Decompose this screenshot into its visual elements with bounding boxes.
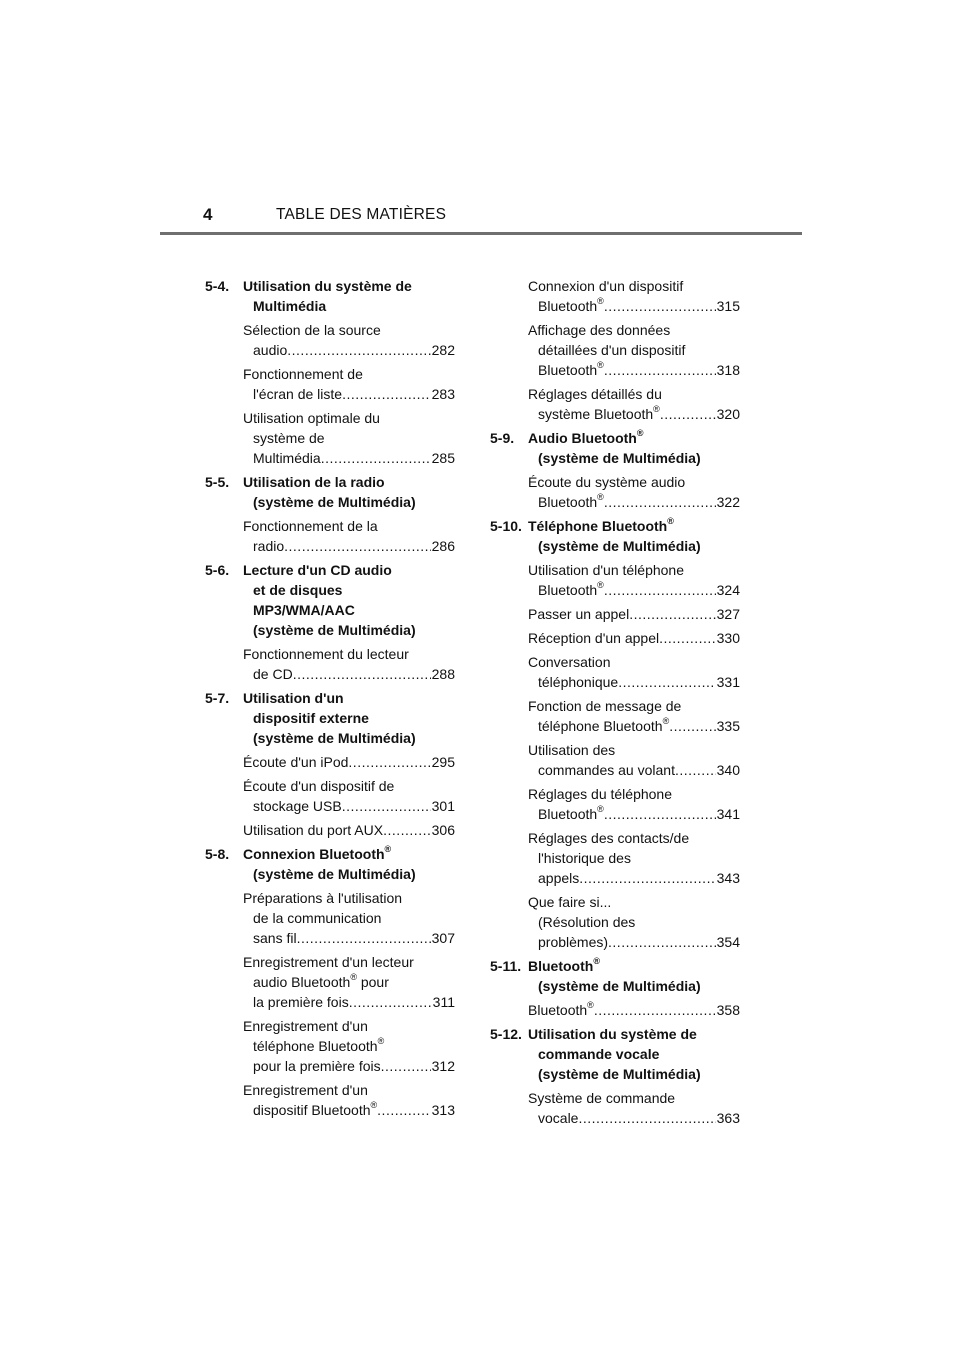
section-title [528, 428, 740, 468]
toc-entry[interactable] [528, 828, 740, 888]
dot-leader [321, 448, 431, 468]
toc-entry[interactable] [528, 740, 740, 780]
page-reference: 320 [716, 406, 740, 422]
toc-section [205, 688, 455, 840]
entry-text-line: de la communication [253, 910, 382, 926]
page-reference: 327 [716, 606, 740, 622]
dot-leader [578, 1108, 715, 1128]
toc-entry[interactable] [528, 604, 740, 624]
entry-text-line: l'historique des [538, 850, 631, 866]
entry-text-line: dispositif Bluetooth® [253, 1100, 378, 1118]
entry-text-line: Utilisation d'un téléphone [528, 562, 685, 578]
page-reference: 306 [431, 822, 455, 838]
entry-text-line: problèmes) [538, 934, 609, 950]
section-heading [205, 688, 455, 748]
page-reference: 295 [431, 754, 455, 770]
entry-text-line: Écoute d'un iPod [243, 754, 349, 770]
toc-entry[interactable] [528, 628, 740, 648]
entry-text-line: téléphone Bluetooth® [538, 716, 670, 734]
section-title [528, 956, 740, 996]
toc-section [205, 560, 455, 684]
entry-leader-line [528, 492, 740, 512]
toc-entry[interactable] [243, 320, 455, 360]
entry-leader-line [243, 928, 455, 948]
section-title-line: Utilisation du système de [243, 278, 412, 294]
header-rule [160, 232, 802, 235]
entry-text-line: Bluetooth® [538, 492, 604, 510]
registered-mark: ® [597, 492, 604, 502]
section-title-line: (système de Multimédia) [538, 538, 701, 554]
toc-entry[interactable] [243, 776, 455, 816]
toc-section [490, 1024, 740, 1128]
page-reference: 322 [716, 494, 740, 510]
section-title [243, 844, 455, 884]
entry-text-line: audio [253, 342, 288, 358]
entry-text-line: Bluetooth® [538, 360, 604, 378]
entry-leader-line [528, 628, 740, 648]
entry-leader-line [528, 296, 740, 316]
registered-mark: ® [653, 404, 660, 414]
entry-leader-line [528, 716, 740, 736]
entry-text-line: pour la première fois [253, 1058, 381, 1074]
page-header [0, 0, 960, 240]
section-heading [205, 472, 455, 512]
section-title-line: (système de Multimédia) [253, 866, 416, 882]
section-heading [205, 844, 455, 884]
entry-leader-line [528, 672, 740, 692]
registered-mark: ® [667, 516, 674, 526]
page-reference: 311 [432, 994, 455, 1010]
toc-entry[interactable] [528, 784, 740, 824]
section-heading [490, 516, 740, 556]
entry-leader-line [528, 760, 740, 780]
toc-entry[interactable] [528, 276, 740, 316]
section-title-line: Bluetooth® [528, 956, 600, 974]
toc-entry[interactable] [243, 1080, 455, 1120]
toc-section [490, 956, 740, 1020]
entry-text-line: Affichage des données [528, 322, 671, 338]
section-title [528, 516, 740, 556]
entry-leader-line [528, 604, 740, 624]
entry-text-line: Connexion d'un dispositif [528, 278, 684, 294]
registered-mark: ® [384, 844, 392, 854]
dot-leader [594, 1000, 716, 1020]
section-title-line: Connexion Bluetooth® [243, 844, 392, 862]
entry-text-line: Conversation [528, 654, 611, 670]
entry-text-line: audio Bluetooth® pour [253, 972, 389, 990]
entry-text-line: radio [253, 538, 285, 554]
page-reference: 301 [431, 798, 455, 814]
toc-entry[interactable] [528, 560, 740, 600]
toc-entry[interactable] [528, 652, 740, 692]
dot-leader [604, 360, 716, 380]
entry-leader-line [243, 384, 455, 404]
entry-text-line: Enregistrement d'un lecteur [243, 954, 414, 970]
registered-mark: ® [587, 1000, 594, 1010]
page-reference: 318 [716, 362, 740, 378]
toc-section [490, 428, 740, 512]
page-reference: 312 [431, 1058, 455, 1074]
entry-text-line: l'écran de liste [253, 386, 343, 402]
toc-section [205, 276, 455, 468]
entry-leader-line [243, 340, 455, 360]
registered-mark: ® [593, 956, 600, 966]
page-reference: 335 [716, 718, 740, 734]
section-title [243, 276, 455, 316]
entry-text-line: la première fois [253, 994, 349, 1010]
section-title-line: (système de Multimédia) [253, 730, 416, 746]
toc-entry[interactable] [528, 892, 740, 952]
entry-text-line: appels [538, 870, 580, 886]
header-title: TABLE DES MATIÈRES [276, 206, 447, 223]
entry-text-line: Réception d'un appel [528, 630, 660, 646]
dot-leader [675, 760, 716, 780]
entry-text-line: commandes au volant [538, 762, 675, 778]
entry-leader-line [243, 536, 455, 556]
page-reference: 315 [716, 298, 740, 314]
entry-leader-line [528, 1108, 740, 1128]
section-heading [490, 428, 740, 468]
toc-entry[interactable] [243, 888, 455, 948]
entry-text-line: Utilisation des [528, 742, 616, 758]
section-number: 5-7. [205, 690, 230, 706]
entry-text-line: stockage USB [253, 798, 342, 814]
section-title-line: (système de Multimédia) [538, 450, 701, 466]
entry-text-line: Fonction de message de [528, 698, 682, 714]
entry-text-line: Préparations à l'utilisation [243, 890, 403, 906]
section-number: 5-4. [205, 278, 230, 294]
section-heading [205, 560, 455, 640]
toc-section [205, 844, 455, 1120]
entry-leader-line [528, 580, 740, 600]
page-reference: 307 [431, 930, 455, 946]
section-title [243, 472, 455, 512]
section-title [528, 1024, 740, 1084]
page-reference: 341 [716, 806, 740, 822]
section-title-line: (système de Multimédia) [538, 978, 701, 994]
dot-leader [284, 536, 431, 556]
entry-leader-line [243, 1100, 455, 1120]
section-title-line: Utilisation de la radio [243, 474, 385, 490]
entry-text-line: Réglages des contacts/de [528, 830, 690, 846]
entry-leader-line [528, 1000, 740, 1020]
section-title-line: MP3/WMA/AAC [253, 602, 355, 618]
entry-text-line: Écoute d'un dispositif de [243, 778, 395, 794]
toc-entry[interactable] [243, 364, 455, 404]
toc-entry[interactable] [528, 472, 740, 512]
toc-entry[interactable] [243, 752, 455, 772]
page-reference: 358 [716, 1002, 740, 1018]
section-number: 5-12. [490, 1026, 522, 1042]
entry-text-line: Utilisation optimale du [243, 410, 380, 426]
registered-mark: ® [636, 428, 644, 438]
page-number: 4 [203, 205, 213, 224]
entry-leader-line [243, 820, 455, 840]
section-title-line: Téléphone Bluetooth® [528, 516, 674, 534]
page-reference: 282 [431, 342, 455, 358]
entry-text-line: Bluetooth® [538, 296, 604, 314]
registered-mark: ® [597, 580, 604, 590]
toc-entry[interactable] [243, 516, 455, 556]
dot-leader [608, 932, 716, 952]
entry-text-line: Enregistrement d'un [243, 1082, 368, 1098]
dot-leader [297, 928, 431, 948]
entry-text-line: de CD [253, 666, 293, 682]
page-reference: 330 [716, 630, 740, 646]
registered-mark: ® [597, 296, 604, 306]
entry-text-line: Réglages détaillés du [528, 386, 662, 402]
toc-section [205, 472, 455, 556]
entry-text-line: Bluetooth® [528, 1000, 594, 1018]
registered-mark: ® [377, 1036, 385, 1046]
toc-entry[interactable] [243, 820, 455, 840]
toc-left-column [205, 276, 455, 1124]
dot-leader [383, 820, 431, 840]
entry-text-line: Fonctionnement de [243, 366, 363, 382]
entry-leader-line [528, 360, 740, 380]
page-reference: 324 [716, 582, 740, 598]
dot-leader [669, 716, 715, 736]
dot-leader [660, 404, 716, 424]
toc-entry[interactable] [243, 952, 455, 1012]
page-reference: 363 [716, 1110, 740, 1126]
section-title-line: Multimédia [253, 298, 327, 314]
registered-mark: ® [597, 360, 604, 370]
section-title-line: (système de Multimédia) [253, 494, 416, 510]
dot-leader [293, 664, 431, 684]
section-heading [490, 1024, 740, 1084]
toc-entry[interactable] [243, 1016, 455, 1076]
section-heading [490, 956, 740, 996]
entry-leader-line [243, 992, 455, 1012]
page-reference: 313 [431, 1102, 455, 1118]
dot-leader [342, 796, 431, 816]
dot-leader [348, 752, 430, 772]
entry-text-line: Bluetooth® [538, 580, 604, 598]
section-number: 5-6. [205, 562, 230, 578]
dot-leader [618, 672, 715, 692]
entry-text-line: système de [253, 430, 325, 446]
toc-entry[interactable] [528, 320, 740, 380]
entry-text-line: téléphone Bluetooth® [253, 1036, 385, 1054]
entry-leader-line [243, 796, 455, 816]
toc-entry[interactable] [528, 1000, 740, 1020]
page-reference: 354 [716, 934, 740, 950]
toc-entry[interactable] [528, 384, 740, 424]
toc-entry[interactable] [243, 644, 455, 684]
page-reference: 288 [431, 666, 455, 682]
entry-leader-line [528, 804, 740, 824]
entry-text-line: Écoute du système audio [528, 474, 686, 490]
section-title [243, 688, 455, 748]
entry-text-line: Réglages du téléphone [528, 786, 673, 802]
dot-leader [349, 992, 432, 1012]
dot-leader [604, 804, 716, 824]
section-title-line: (système de Multimédia) [253, 622, 416, 638]
entry-text-line: sans fil [253, 930, 297, 946]
registered-mark: ® [597, 804, 604, 814]
registered-mark: ® [350, 972, 357, 982]
section-title [243, 560, 455, 640]
toc-entry[interactable] [528, 696, 740, 736]
page-reference: 283 [431, 386, 455, 402]
entry-text-line: Que faire si... [528, 894, 612, 910]
section-number: 5-11. [490, 958, 522, 974]
section-title-line: dispositif externe [253, 710, 369, 726]
section-title-line: Audio Bluetooth® [528, 428, 644, 446]
section-title-line: Utilisation d'un [243, 690, 344, 706]
section-number: 5-10. [490, 518, 522, 534]
toc-entry[interactable] [528, 1088, 740, 1128]
dot-leader [604, 580, 716, 600]
toc-section [490, 276, 740, 424]
page-reference: 285 [431, 450, 455, 466]
entry-text-line: Sélection de la source [243, 322, 381, 338]
entry-leader-line [243, 448, 455, 468]
section-title-line: Lecture d'un CD audio [243, 562, 392, 578]
toc-section [490, 516, 740, 952]
dot-leader [604, 492, 716, 512]
entry-text-line: Enregistrement d'un [243, 1018, 368, 1034]
entry-leader-line [243, 1056, 455, 1076]
entry-text-line: Passer un appel [528, 606, 630, 622]
entry-leader-line [528, 868, 740, 888]
section-heading [205, 276, 455, 316]
entry-text-line: Fonctionnement du lecteur [243, 646, 409, 662]
section-number: 5-8. [205, 846, 230, 862]
entry-text-line: (Résolution des [538, 914, 636, 930]
entry-text-line: système Bluetooth® [538, 404, 660, 422]
entry-text-line: Multimédia [253, 450, 321, 466]
registered-mark: ® [370, 1100, 378, 1110]
page-reference: 340 [716, 762, 740, 778]
entry-text-line: Système de commande [528, 1090, 676, 1106]
toc-entry[interactable] [243, 408, 455, 468]
dot-leader [381, 1056, 431, 1076]
entry-leader-line [528, 404, 740, 424]
page-reference: 286 [431, 538, 455, 554]
dot-leader [579, 868, 715, 888]
dot-leader [659, 628, 716, 648]
section-number: 5-5. [205, 474, 230, 490]
dot-leader [342, 384, 431, 404]
toc-right-column [490, 276, 740, 1132]
dot-leader [287, 340, 430, 360]
dot-leader [604, 296, 716, 316]
section-title-line: Utilisation du système de [528, 1026, 697, 1042]
section-number: 5-9. [490, 430, 515, 446]
entry-text-line: détaillées d'un dispositif [538, 342, 686, 358]
entry-text-line: Fonctionnement de la [243, 518, 378, 534]
registered-mark: ® [662, 716, 670, 726]
entry-text-line: vocale [538, 1110, 579, 1126]
entry-text-line: téléphonique [538, 674, 619, 690]
page-reference: 343 [716, 870, 740, 886]
entry-leader-line [243, 664, 455, 684]
dot-leader [629, 604, 715, 624]
page-reference: 331 [716, 674, 740, 690]
entry-leader-line [528, 932, 740, 952]
entry-text-line: Utilisation du port AUX [243, 822, 384, 838]
dot-leader [377, 1100, 430, 1120]
section-title-line: (système de Multimédia) [538, 1066, 701, 1082]
section-title-line: commande vocale [538, 1046, 660, 1062]
entry-leader-line [243, 752, 455, 772]
entry-text-line: Bluetooth® [538, 804, 604, 822]
section-title-line: et de disques [253, 582, 343, 598]
